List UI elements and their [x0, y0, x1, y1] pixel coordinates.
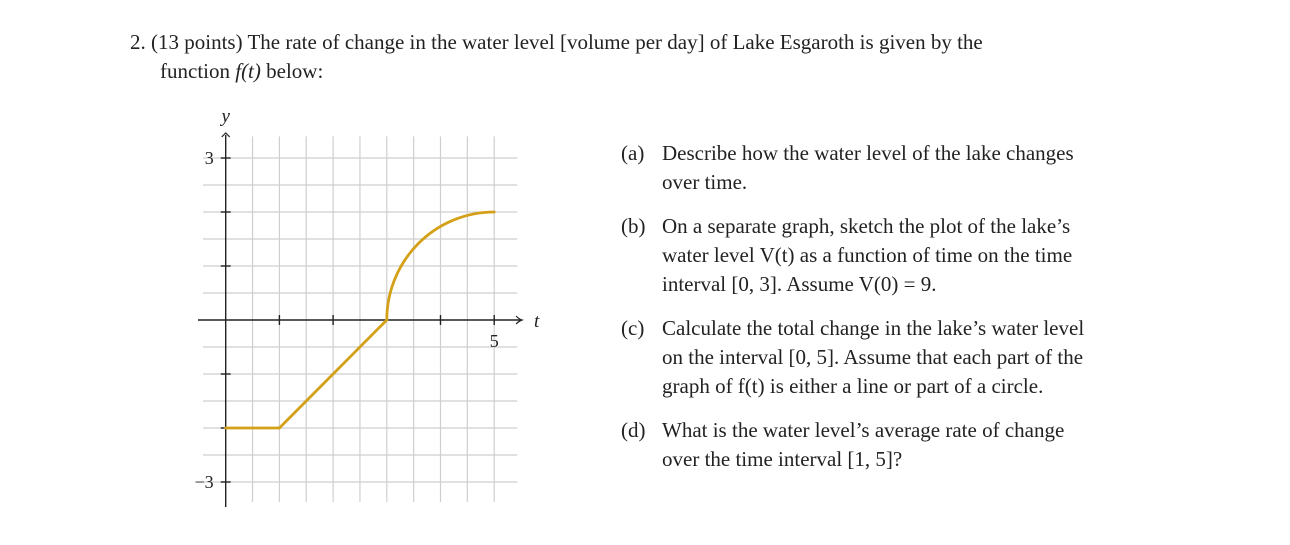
part-text-line: over the time interval [1, 5]?: [662, 447, 903, 471]
y-axis-label: y: [221, 106, 230, 127]
part-text-line: on the interval [0, 5]. Assume that each part of the: [662, 345, 1084, 369]
part-text-line: over time.: [662, 170, 748, 194]
part-text-line: interval [0, 3]. Assume V(0) = 9.: [662, 272, 937, 296]
y-tick-label: −3: [194, 472, 214, 492]
part-text-line: water level V(t) as a function of time on the time: [662, 243, 1073, 267]
x-axis-label: t: [534, 311, 540, 332]
problem-points: (13 points): [151, 30, 243, 54]
part-text-line: graph of f(t) is either a line or part of a circle.: [662, 374, 1044, 398]
problem-text: The rate of change in the water level [volume per day] of Lake Esgaroth is given by the: [247, 30, 983, 54]
y-tick-label: 3: [204, 148, 214, 168]
part-label: (a): [621, 141, 645, 165]
part-label: (b): [621, 214, 646, 238]
function-name: f(t): [235, 59, 261, 83]
part-label: (d): [621, 418, 646, 442]
problem-text-2b: below:: [260, 59, 324, 83]
part-text-line: Calculate the total change in the lake’s water level: [662, 316, 1085, 340]
part-text-line: On a separate graph, sketch the plot of the lake’s: [662, 214, 1071, 238]
problem-text-2a: function: [160, 59, 236, 83]
problem-number: 2.: [130, 30, 146, 54]
part-text-line: Describe how the water level of the lake changes: [662, 141, 1074, 165]
part-label: (c): [621, 316, 645, 340]
part-text-line: What is the water level’s average rate of change: [662, 418, 1065, 442]
x-tick-label: 5: [489, 331, 499, 351]
